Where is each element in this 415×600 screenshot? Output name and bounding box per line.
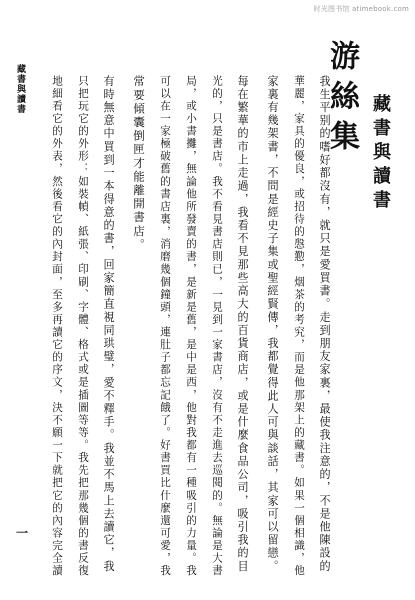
- body-text-line: 光的，只是書店。我不看見書店則已，一見到一家書店，沒有不走進去巡閱的。無論是大書: [211, 75, 223, 578]
- body-text-line: 可以在一家極破舊的書店裏，消磨幾個鐘頭，連肚子都忘記餓了。好書買比什麼還可愛，我: [159, 75, 171, 578]
- body-text-line: 常要傾囊倒匣才能離開書店。: [132, 75, 146, 252]
- body-text-line: 只把玩它的外形：如裝幀、紙張、印刷、字體、格式或是插圖等等。我先把那幾個的書反復: [77, 75, 89, 578]
- body-text-line: 局，或小書攤，無論他所發賣的書，是新是舊，是中是西，他對我都有一種吸引的力量。我: [185, 75, 197, 578]
- body-text-line: 每在繁華的市上走過，我看不見那些高大的百貨商店，或是什麼食品公司，吸引我的目: [236, 75, 249, 574]
- chapter-title: 藏書與讀書: [370, 94, 391, 214]
- body-text-line: 我生平别的嗜好都沒有，就只是愛買書。走到朋友家裏，最使我注意的，不是他陳設的: [318, 75, 331, 574]
- watermark: 时光图书馆 atimebook.com: [313, 5, 409, 13]
- body-text-line: 家裏有幾架書，不問是經史子集或聖經賢傳，我都覺得此人可與談話，其家可以留戀。: [266, 75, 279, 574]
- running-head: 藏書與讀書: [15, 64, 25, 114]
- book-title: 游絲集: [324, 40, 359, 160]
- body-text-line: 華麗，家具的優良，或招待的慇懃，烟茶的考究，而是他那架上的藏書。如果一個相識，他: [293, 75, 305, 578]
- page-number: 一: [16, 526, 29, 540]
- body-text-line: 地細看它的外表，然後看它的內封面，至多再讀它的序文，決不願一下就把它的內容完全讀: [51, 75, 63, 578]
- body-text-line: 有時無意中買到一本得意的書，回家簡直視同珙璧，愛不釋手。我並不馬上去讀它，我: [102, 75, 115, 574]
